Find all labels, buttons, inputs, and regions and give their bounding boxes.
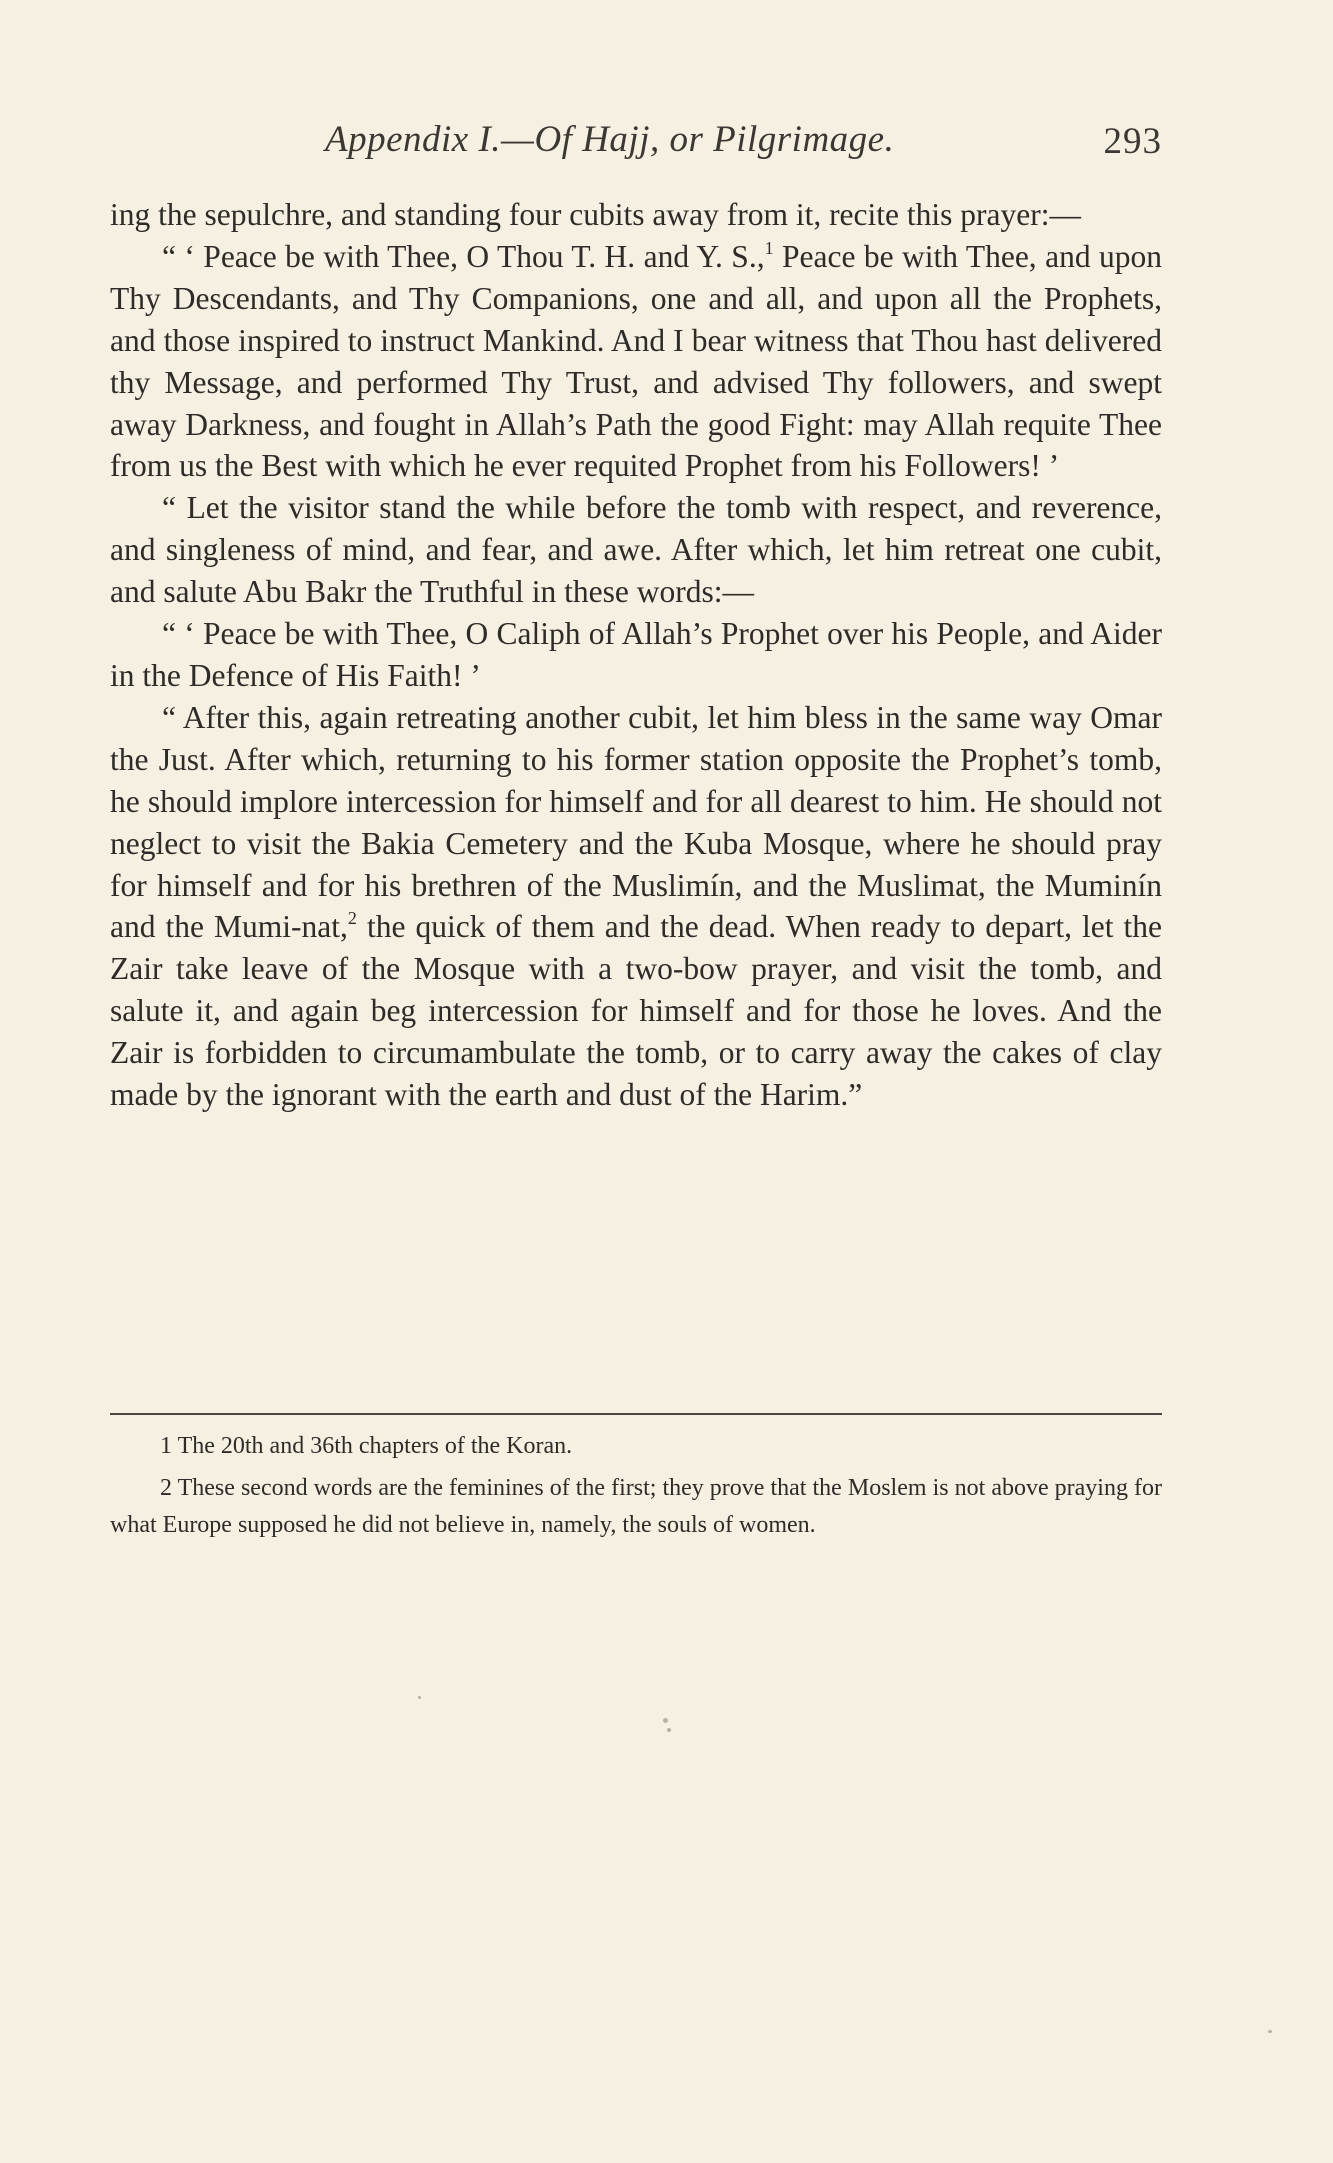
paragraph — [110, 194, 1162, 236]
footnote-text: These second words are the feminines of the first; they prove that the Moslem is not above praying for what Europe supposed he did not believe in, namely, the souls of women. — [110, 1475, 1162, 1538]
paragraph-text: Peace be with Thee, and upon Thy Descendants, and Thy Companions, one and all, and upon all the Prophets, and those inspired to instruct Mankind. And I bear witness that Thou hast delivered thy Message, and performed Thy Trust, and advised Thy followers, and swept away Darkness, and fought in Allah’s Path the good Fight: may Allah requite Thee from us the Best with which he ever requited Prophet from his Followers! ’ — [110, 238, 1163, 484]
paper-speck — [667, 1728, 671, 1732]
paragraph-text: “ ‘ Peace be with Thee, O Caliph of Allah’s Prophet over his People, and Aider in the Defence of His Faith! ’ — [110, 616, 1162, 693]
paragraph — [110, 487, 1162, 613]
paragraph-text: ing the sepulchre, and standing four cubits away from it, recite this prayer:— — [110, 197, 1081, 232]
footnote — [110, 1470, 1162, 1544]
paragraph-text: the quick of them and the dead. When ready to depart, let the Zair take leave of the Mosque with a two-bow prayer, and visit the tomb, and salute it, and again beg intercession for himself and for those he loves. And the Zair is forbidden to circumambulate the tomb, or to carry away the cakes of clay made by the ignorant with the earth and dust of the Harim.” — [110, 909, 1163, 1113]
footnote-reference: 2 — [347, 908, 357, 929]
footnote-number: 2 — [160, 1475, 172, 1501]
paper-speck — [418, 1696, 421, 1699]
footnote-text: The 20th and 36th chapters of the Koran. — [177, 1433, 573, 1459]
paragraph-text: “ ‘ Peace be with Thee, O Thou T. H. and Y. S., — [162, 238, 765, 274]
paragraph-text: “ After this, again retreating another cubit, let him bless in the same way Omar the Just. After which, returning to his former station opposite the Prophet’s tomb, he should implore intercession for himself and for all dearest to him. He should not neglect to visit the Bakia Cemetery and the Kuba Mosque, where he should pray for himself and for his brethren of the Muslimín, and the Muslimat, the Muminín and the Mumi-nat, — [110, 699, 1162, 945]
running-head — [110, 118, 1162, 168]
paragraph — [110, 236, 1162, 487]
footnote-number: 1 — [160, 1433, 172, 1459]
footnote-divider — [110, 1413, 1162, 1415]
footnote — [110, 1428, 1162, 1465]
footnotes — [110, 1428, 1162, 1544]
paper-speck — [663, 1718, 668, 1723]
paragraph-text: “ Let the visitor stand the while before the tomb with respect, and reverence, and singleness of mind, and fear, and awe. After which, let him retreat one cubit, and salute Abu Bakr the Truthful in these words:— — [110, 490, 1162, 610]
paragraph — [110, 613, 1162, 697]
running-title: Appendix I.—Of Hajj, or Pilgrimage. — [325, 119, 895, 160]
book-page — [110, 0, 1162, 2163]
paragraph — [110, 697, 1162, 1116]
footnote-reference: 1 — [764, 237, 774, 258]
paper-speck — [1268, 2030, 1272, 2033]
body-text — [110, 194, 1162, 1116]
page-number: 293 — [1103, 121, 1162, 162]
